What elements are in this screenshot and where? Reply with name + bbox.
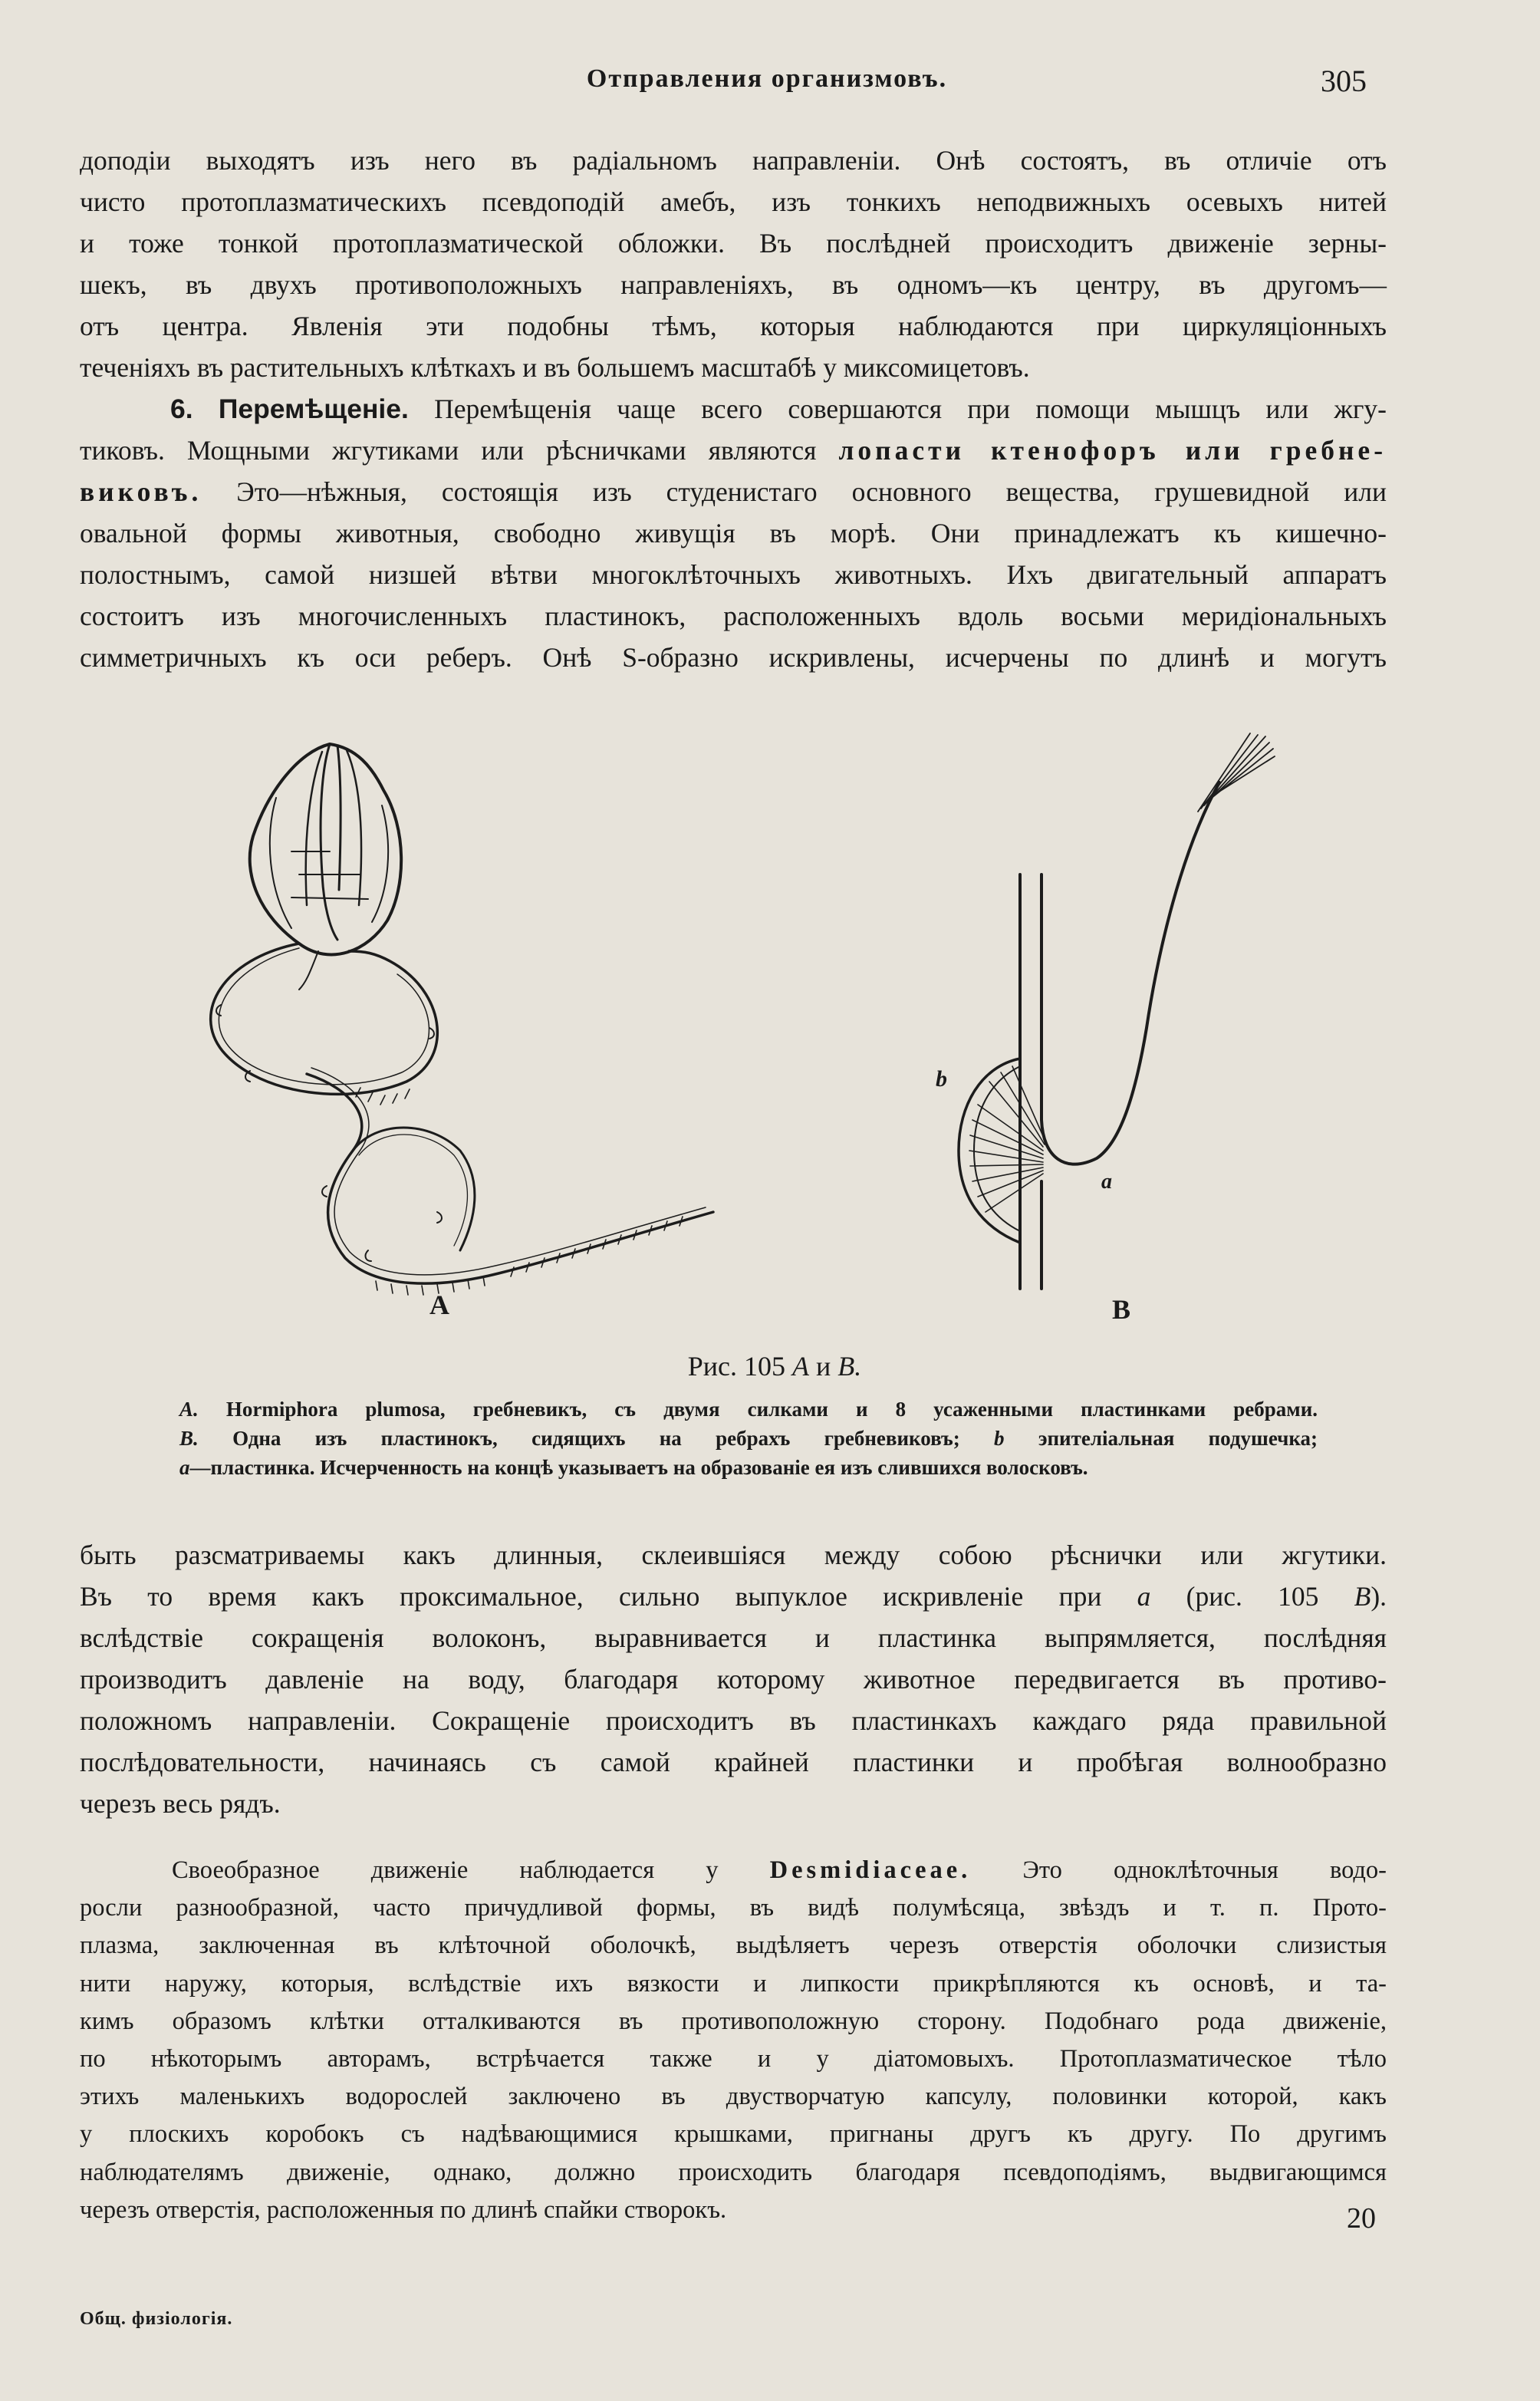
text-line: полостнымъ, самой низшей вѣтви многоклѣточныхъ животныхъ. Ихъ двигательный аппаратъ <box>80 559 1387 590</box>
figure-label-b: B <box>1112 1294 1131 1325</box>
caption-line <box>179 1424 1318 1453</box>
text-line: чисто протоплазматическихъ псевдоподій амебъ, изъ тонкихъ неподвижныхъ осевыхъ нитей <box>80 186 1387 217</box>
text-span: Въ то время какъ проксимальное, сильно выпуклое искривленіе при <box>80 1581 1102 1612</box>
text-line: овальной формы животныя, свободно живущія въ морѣ. Они принадлежатъ къ кишечно- <box>80 518 1387 548</box>
text-line: послѣдовательности, начинаясь съ самой крайней пластинки и пробѣгая волнообразно <box>80 1747 1387 1777</box>
paragraph-2 <box>80 1534 1387 1824</box>
text-span: Своеобразное движеніе наблюдается у <box>172 1856 719 1884</box>
signature-number: 20 <box>1347 2202 1376 2235</box>
text-line: отъ центра. Явленія эти подобны тѣмъ, которыя наблюдаются при циркуляціонныхъ <box>80 311 1387 341</box>
figure-label-small-a: a <box>1101 1170 1112 1194</box>
figure-label-small-b: b <box>936 1066 947 1092</box>
text-line: кимъ образомъ клѣтки отталкиваются въ противоположную сторону. Подобнаго рода движеніе, <box>80 2007 1387 2035</box>
text-line: наблюдателямъ движеніе, однако, должно происходить благодаря псевдоподіямъ, выдвигающимся <box>80 2158 1387 2186</box>
caption-text: —пластинка. Исчерченность на концѣ указываетъ на образованіе ея изъ слившихся волосковъ. <box>189 1456 1088 1479</box>
spaced-term: Desmidiaceae. <box>769 1856 972 1884</box>
caption-letter: B. <box>179 1427 199 1450</box>
text-line: доподіи выходятъ изъ него въ радіальномъ направленіи. Онѣ состоятъ, въ отличіе отъ <box>80 145 1387 176</box>
section-6-text: Перемѣщенія чаще всего совершаются при помощи мышцъ или жгу- <box>434 394 1387 424</box>
text-span: Это—нѣжныя, состоящія изъ студенистаго основного вещества, грушевидной или <box>236 476 1387 507</box>
ctenophore-illustration <box>176 721 1311 1350</box>
figure-ref-letter: B <box>1354 1581 1371 1612</box>
paragraph-1 <box>80 140 1387 678</box>
figure-label-a: A <box>429 1289 449 1320</box>
text-line: симметричныхъ къ оси реберъ. Онѣ S-образно искривлены, исчерчены по длинѣ и могутъ <box>80 642 1387 673</box>
caption-letter: A. <box>179 1398 199 1421</box>
text-line: положномъ направленіи. Сокращеніе происходитъ въ пластинкахъ каждаго ряда правильной <box>80 1705 1387 1736</box>
text-line: росли разнообразной, часто причудливой формы, въ видѣ полумѣсяца, звѣздъ и т. п. Прото- <box>80 1894 1387 1922</box>
figure-caption <box>179 1395 1318 1482</box>
spaced-term: лопасти ктенофоръ или гребне- <box>838 435 1387 466</box>
caption-text: Hormiphora plumosa, гребневикъ, съ двумя силками и 8 усаженными пластинками ребрами. <box>225 1398 1318 1421</box>
caption-text: Одна изъ пластинокъ, сидящихъ на ребрахъ гребневиковъ; <box>232 1427 960 1450</box>
text-line: быть разсматриваемы какъ длинныя, склеившіяся между собою рѣснички или жгутики. <box>80 1540 1387 1570</box>
hormiphora-drawing <box>211 744 713 1295</box>
text-line: состоитъ изъ многочисленныхъ пластинокъ, расположенныхъ вдоль восьми меридіональныхъ <box>80 601 1387 631</box>
text-span: Это одноклѣточныя водо- <box>1022 1856 1387 1884</box>
text-line <box>80 1852 1387 1889</box>
text-line: нити наружу, которыя, вслѣдствіе ихъ вязкости и липкости прикрѣпляются къ основѣ, и та- <box>80 1969 1387 1998</box>
figure-number-prefix: Рис. 105 <box>687 1351 785 1382</box>
section-title: Перемѣщеніе. <box>218 394 409 424</box>
caption-text: эпителіальная подушечка; <box>1038 1427 1318 1450</box>
caption-letter: a <box>179 1456 190 1479</box>
text-line: черезъ весь рядъ. <box>80 1788 281 1819</box>
text-line: и тоже тонкой протоплазматической обложки. Въ послѣдней происходитъ движеніе зерны- <box>80 228 1387 259</box>
text-line: производитъ давленіе на воду, благодаря которому животное передвигается въ противо- <box>80 1664 1387 1695</box>
figure-ref-letter: a <box>1137 1581 1151 1612</box>
caption-line <box>179 1453 1318 1482</box>
figure-number-and: и <box>816 1351 831 1382</box>
section-number: 6. <box>170 394 193 424</box>
figure-105 <box>176 721 1311 1350</box>
text-line: вслѣдствіе сокращенія волоконъ, выравнивается и пластинка выпрямляется, послѣдняя <box>80 1622 1387 1653</box>
caption-letter: b <box>994 1427 1005 1450</box>
spaced-term: виковъ. <box>80 476 202 507</box>
figure-number-b: B. <box>837 1351 862 1382</box>
text-span: тиковъ. Мощными жгутиками или рѣсничками являются <box>80 435 817 466</box>
text-line: по нѣкоторымъ авторамъ, встрѣчается также и у діатомовыхъ. Протоплазматическое тѣло <box>80 2045 1387 2073</box>
text-line: теченіяхъ въ растительныхъ клѣткахъ и въ большемъ масштабѣ у миксомицетовъ. <box>80 352 1030 383</box>
page-number: 305 <box>1321 64 1367 98</box>
text-line <box>80 430 1387 471</box>
text-line: плазма, заключенная въ клѣточной оболочкѣ, выдѣляетъ черезъ отверстія оболочки слизистыя <box>80 1932 1387 1960</box>
text-span: (рис. 105 <box>1186 1581 1319 1612</box>
text-line: шекъ, въ двухъ противоположныхъ направленіяхъ, въ одномъ—къ центру, въ другомъ— <box>80 269 1387 300</box>
running-header: Отправления организмовъ. <box>586 64 948 93</box>
text-line <box>80 1576 1387 1617</box>
ctenophore-plate-drawing <box>959 733 1275 1289</box>
paragraph-3 <box>80 1852 1387 2229</box>
text-line: этихъ маленькихъ водорослей заключено въ двустворчатую капсулу, половинки которой, какъ <box>80 2083 1387 2111</box>
text-span: ). <box>1371 1581 1387 1612</box>
text-line: у плоскихъ коробокъ съ надѣвающимися крышками, пригнаны другъ къ другу. По другимъ <box>80 2120 1387 2149</box>
text-line: черезъ отверстія, расположенныя по длинѣ спайки створокъ. <box>80 2195 727 2224</box>
text-line <box>80 471 1387 512</box>
figure-number-a: A <box>792 1351 809 1382</box>
section-6-heading-line <box>80 388 1387 430</box>
footer-book-title: Общ. физіологія. <box>80 2309 233 2329</box>
caption-line <box>179 1395 1318 1424</box>
figure-number <box>614 1350 936 1382</box>
